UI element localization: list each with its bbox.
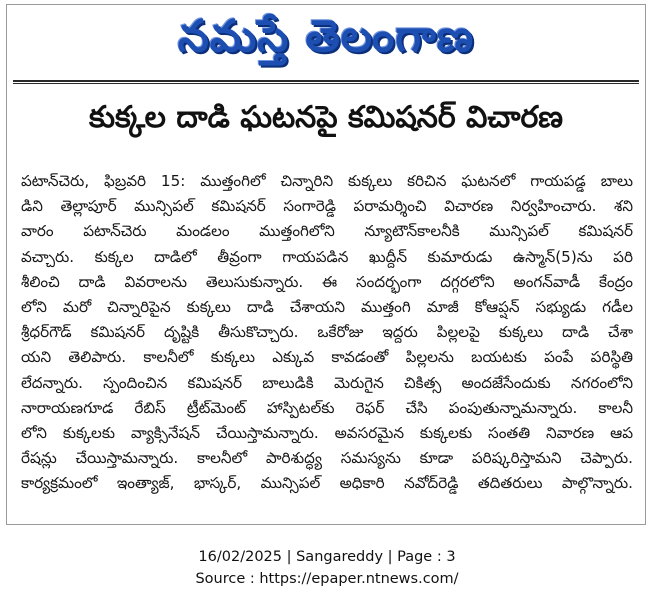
article-headline: కుక్కల దాడి ఘటనపై కమిషనర్ విచారణ [88,100,564,135]
article-line: డిని తెల్లాపూర్ మున్సిపల్ కమిషనర్ సంగారెడ్డి పరామర్శించి విచారణ నిర్వహించారు. శని [21,197,633,216]
clipping-frame [6,4,646,525]
article-line: పటాన్‌చెరు, ఫిబ్రవరి 15: ముత్తంగిలో చిన్నారిని కుక్కలు కరిచిన ఘటనలో గాయపడ్డ బాలు [21,172,633,190]
newspaper-masthead [7,5,645,69]
masthead-logo: నమస్తే తెలంగాణ [177,11,475,62]
footer-source: Source : https://epaper.ntnews.com/ [195,571,459,587]
article-line: శీలించి దాడి వివరాలను తెలుసుకున్నారు. ఈ సందర్భంగా దగ్గరలోని అంగన్‌వాడీ కేంద్రం [21,272,633,291]
article-body [21,169,633,497]
article-line: వచ్చారు. కుక్కల దాడిలో తీవ్రంగా గాయపడిన ఖుద్దీన్ కుమారుడు ఉస్మాన్(5)ను పరి [21,247,633,266]
article-line: లేదన్నారు. స్పందించిన కమిషనర్ బాలుడికి మెరుగైన చికిత్స అందజేసేందుకు నగరంలోని [21,373,633,392]
article-line: యని తెలిపారు. కాలనీలో కుక్కలు ఎక్కువ కావడంతో పిల్లలను బయటకు పంపే పరిస్థితి [21,348,633,367]
article-line: నారాయణగూడ రేబిస్ ట్రీట్‌మెంట్ హాస్పిటల్‌కు రెఫర్ చేసి పంపుతున్నామన్నారు. కాలనీ [21,398,633,417]
masthead-divider-thin [13,83,639,84]
article-line: రేషన్లు చేయిస్తామన్నారు. కాలనీలో పారిశుద్ధ్య సమస్యను కూడా పరిష్కరిస్తామని చెప్పారు. [21,449,633,468]
article-line: వారం పటాన్‌చెరు మండలం ముత్తంగిలోని న్యూటౌన్‌కాలనీకి మున్సిపల్ కమిషనర్ [21,222,633,241]
footer-dateline: 16/02/2025 | Sangareddy | Page : 3 [198,549,456,565]
masthead-divider [13,80,639,82]
article-line: లోని మరో చిన్నారిపైన కుక్కలు దాడి చేశాయని ముత్తంగి మాజీ కోఆప్షన్ సభ్యుడు గడీల [21,298,633,317]
article-line: శ్రీధర్‌గౌడ్ కమిషనర్ దృష్టికి తీసుకొచ్చారు. ఒకేరోజు ఇద్దరు పిల్లలపై కుక్కలు దాడి చేశా [21,323,633,342]
article-line: లోని కుక్కలకు వ్యాక్సినేషన్ చేయిస్తామన్నారు. అవసరమైన కుక్కలకు సంతతి నివారణ ఆప [21,424,633,443]
clipping-footer [0,546,654,590]
article-line: కార్యక్రమంలో ఇంత్యాజ్, భాస్కర్, మున్సిపల్ అధికారి నవోద్‌రెడ్డి తదితరులు పాల్గొన్నారు. [21,474,633,493]
